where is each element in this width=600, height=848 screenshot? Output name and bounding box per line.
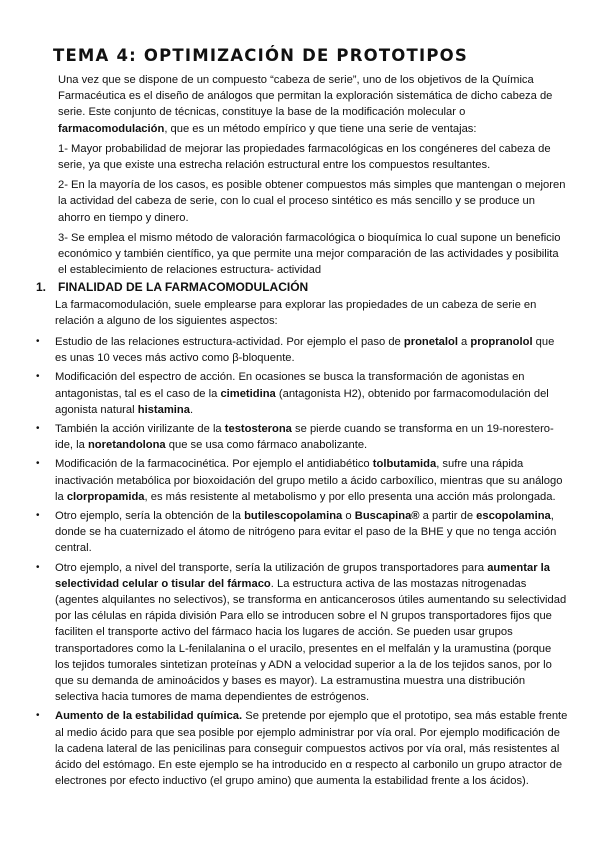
bullet-icon: • — [36, 710, 40, 722]
page-title: TEMA 4: OPTIMIZACIÓN DE PROTOTIPOS — [53, 46, 468, 65]
bullet-icon: • — [36, 371, 40, 383]
intro-block — [58, 72, 568, 282]
bullet-icon: • — [36, 336, 40, 347]
list-item: • Otro ejemplo, a nivel del transporte, sería la utilización de grupos transportadores para aumentar la selectividad celular o tisular del fármaco. La estructura activa de las mostazas nitrogenadas (agentes alquilantes no selectivos), se transforma en anticancerosos útiles aumentando su selectividad por las células en rápida división Para ello se introducen sobre el N grupos transportadores fijos que faciliten el transporte activo del fármaco hacia los lugares de acción. Se pueden usar grupos transportadores como la L-fenilalanina o el uracilo, presentes en el melfalán y la uramustina (porque los tejidos tumorales sintetizan proteínas y ADN a velocidad superior a la de los tejidos sanos, por lo que su demanda de aminoácidos y bases es mayor). La estramustina muestra una distribución selectiva hacia tumores de mama dependientes de estrógenos. — [36, 561, 567, 704]
intro-paragraph: Una vez que se dispone de un compuesto “cabeza de serie”, uno de los objetivos de la Química Farmacéutica es el diseño de análogos que permitan la exploración sistemática de dicho cabeza de serie. Este conjunto de técnicas, constituye la base de la modificación molecular o farmacomodulación, que es un método empírico y que tiene una serie de ventajas: — [58, 74, 553, 135]
list-item: • Otro ejemplo, sería la obtención de la butilescopolamina o Buscapina® a partir de escopolamina, donde se ha cuaternizado el átomo de nitrógeno para evitar el paso de la BHE y que no tenga acción central. — [36, 510, 557, 555]
list-item: • También la acción virilizante de la testosterona se pierde cuando se transforma en un 19-noresteroide, la noretandolona que se usa como fármaco anabolizante. — [36, 423, 554, 452]
bullet-icon: • — [36, 561, 40, 573]
advantage-item-1: 1- Mayor probabilidad de mejorar las propiedades farmacológicas en los congéneres del cabeza de serie, ya que existe una estrecha relación estructural entre los compuestos resultantes. — [58, 142, 551, 172]
section-heading — [36, 280, 308, 294]
bullet-icon: • — [36, 423, 40, 435]
section-lead: La farmacomodulación, suele emplearse para explorar las propiedades de un cabeza de serie en relación a alguno de los siguientes aspectos: — [55, 299, 537, 328]
section-lead-block — [55, 297, 568, 332]
advantage-item-2: 2- En la mayoría de los casos, es posible obtener compuestos más simples que mantengan o mejoren la actividad del cabeza de serie, con lo cual el proceso sintético es más sencillo y se produce un ahorro en tiempo y dinero. — [58, 179, 566, 224]
list-item: • Aumento de la estabilidad química. Se pretende por ejemplo que el prototipo, sea más estable frente al medio ácido para que sea posible por ejemplo administrar por vía oral. Por ejemplo modificación de la cadena lateral de las penicilinas para conseguir compuestos activos por vía oral, más resistentes al ácido del estómago. En este ejemplo se ha introducido en α respecto al carbonilo un grupo atractor de electrones por efecto inductivo (el grupo amino) que aumenta la estabilidad frente a los ácidos). — [36, 710, 568, 788]
bullet-icon: • — [36, 510, 40, 522]
list-item: • Modificación de la farmacocinética. Por ejemplo el antidiabético tolbutamida, sufre una rápida inactivación metabólica por bioxoidación del grupo metilo a ácido carboxílico, mientras que su análogo la clorpropamida, es más resistente al metabolismo y por ello presenta una acción más prolongada. — [36, 458, 563, 503]
section-title: FINALIDAD DE LA FARMACOMODULACIÓN — [58, 280, 309, 294]
advantage-item-3: 3- Se emplea el mismo método de valoración farmacológica o bioquímica lo cual supone un beneficio económico y también científico, ya que permite una mejor comparación de las actividades y posibilita el establecimiento de relaciones estructura- actividad — [58, 231, 561, 277]
list-item: • Estudio de las relaciones estructura-actividad. Por ejemplo el paso de pronetalol a propranolol que es unas 10 veces más activo como β-bloquente. — [36, 336, 555, 365]
bullet-icon: • — [36, 458, 40, 470]
section-number: 1. — [36, 280, 47, 294]
list-item: • Modificación del espectro de acción. En ocasiones se busca la transformación de agonistas en antagonistas, tal es el caso de la cimetidina (antagonista H2), obtenido por farmacomodulación del agonista natural histamina. — [36, 371, 549, 416]
term-farmacomodulacion: farmacomodulación — [58, 122, 165, 135]
aspects-list — [36, 334, 568, 792]
